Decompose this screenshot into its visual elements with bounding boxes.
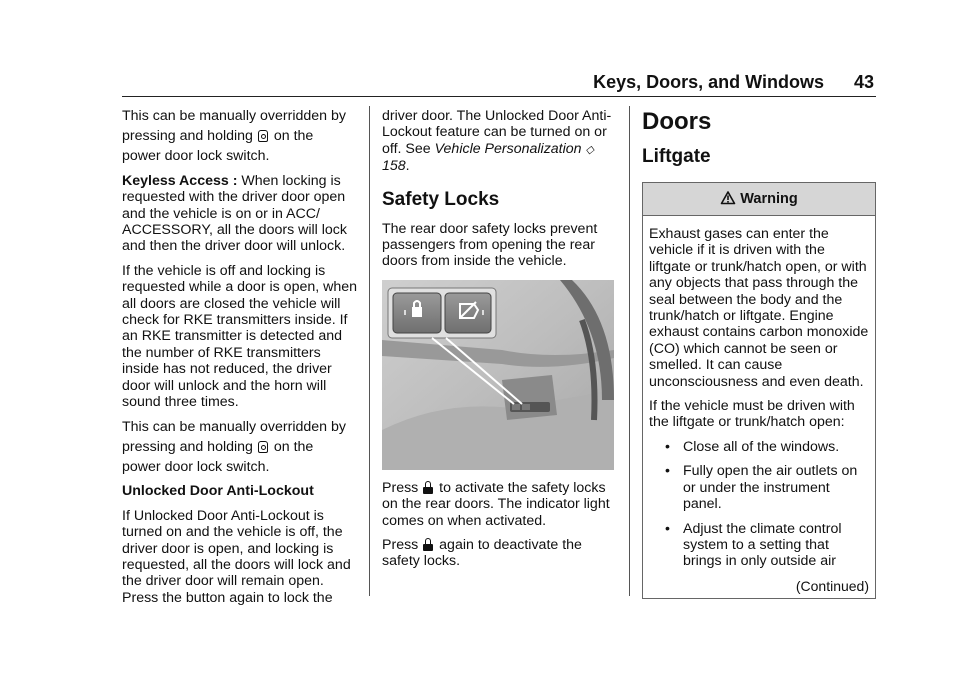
warning-header bbox=[643, 183, 875, 216]
warning-paragraph-1: Exhaust gases can enter the vehicle if it is driven with the liftgate or trunk/hatch open, or with any objects that pass through the seal between the body and the trunk/hatch or liftgate. Engine exhaust contains carbon monoxide (CO) which cannot be seen or smelled. It can cause unconsciousness and even death. bbox=[649, 226, 869, 390]
safety-locks-paragraph: The rear door safety locks prevent passengers from opening the rear doors from inside the vehicle. bbox=[382, 220, 598, 270]
list-item: • Close all of the windows. bbox=[649, 439, 869, 455]
safety-lock-switch-photo bbox=[382, 280, 614, 470]
key-fob-icon bbox=[258, 441, 268, 453]
key-fob-icon bbox=[258, 130, 268, 142]
section-title: Keys, Doors, and Windows bbox=[593, 72, 824, 92]
column-1 bbox=[122, 108, 360, 614]
warning-label: Warning bbox=[740, 191, 798, 207]
page-number: 43 bbox=[853, 72, 874, 92]
warning-body bbox=[643, 216, 875, 598]
xref-vehicle-personalization[interactable]: Vehicle Personalization ◇ 158 bbox=[382, 140, 594, 175]
override-paragraph-1: This can be manually overridden by pressing and holding on the power door lock switch. bbox=[122, 108, 346, 165]
warning-paragraph-2: If the vehicle must be driven with the liftgate or trunk/hatch open: bbox=[649, 398, 855, 431]
safety-locks-heading: Safety Locks bbox=[382, 188, 500, 210]
list-item: • Adjust the climate control system to a setting that brings in only outside air bbox=[649, 521, 869, 570]
warning-box bbox=[642, 182, 876, 599]
anti-lockout-continued: driver door. The Unlocked Door Anti-Lockout feature can be turned on or off. See Vehicle Personalization ◇ 158. bbox=[382, 108, 612, 175]
doors-heading: Doors bbox=[642, 108, 712, 135]
deactivate-paragraph: Press again to deactivate the safety locks. bbox=[382, 537, 582, 570]
column-3 bbox=[642, 108, 878, 599]
continued-label: (Continued) bbox=[795, 577, 869, 594]
safety-lock-icon bbox=[423, 538, 433, 551]
column-2 bbox=[382, 108, 618, 578]
column-divider-1 bbox=[369, 106, 370, 596]
safety-lock-icon bbox=[423, 481, 433, 494]
list-item: • Fully open the air outlets on or under the instrument panel. bbox=[649, 463, 869, 512]
liftgate-heading: Liftgate bbox=[642, 146, 711, 167]
unlocked-anti-lockout-heading: Unlocked Door Anti-Lockout bbox=[122, 483, 314, 500]
column-divider-2 bbox=[629, 106, 630, 596]
activate-paragraph: Press to activate the safety locks on the rear doors. The indicator light comes on when activated. bbox=[382, 479, 610, 529]
warning-icon bbox=[720, 190, 736, 206]
unlocked-anti-lockout-paragraph: If Unlocked Door Anti-Lockout is turned on and the vehicle is off, the driver door is open, and locking is requested, all the doors will lock and the driver door will remain open. Press the button again to lock the bbox=[122, 507, 351, 606]
keyless-access-label: Keyless Access : bbox=[122, 172, 238, 189]
warning-list bbox=[649, 439, 869, 570]
override-paragraph-2: This can be manually overridden by pressing and holding on the power door lock switch. bbox=[122, 418, 346, 475]
rke-paragraph: If the vehicle is off and locking is requested while a door is open, when all doors are closed the vehicle will check for RKE transmitters inside. If an RKE transmitter is detected and the number of RKE transmitters inside has not reduced, the driver door will unlock and the horn will sound three times. bbox=[122, 262, 358, 411]
keyless-access-paragraph: Keyless Access : When locking is requested with the driver door open and the vehicle is on or in ACC/ ACCESSORY, all the doors will lock and then the driver door will unlock. bbox=[122, 172, 347, 255]
page-header bbox=[122, 70, 876, 97]
